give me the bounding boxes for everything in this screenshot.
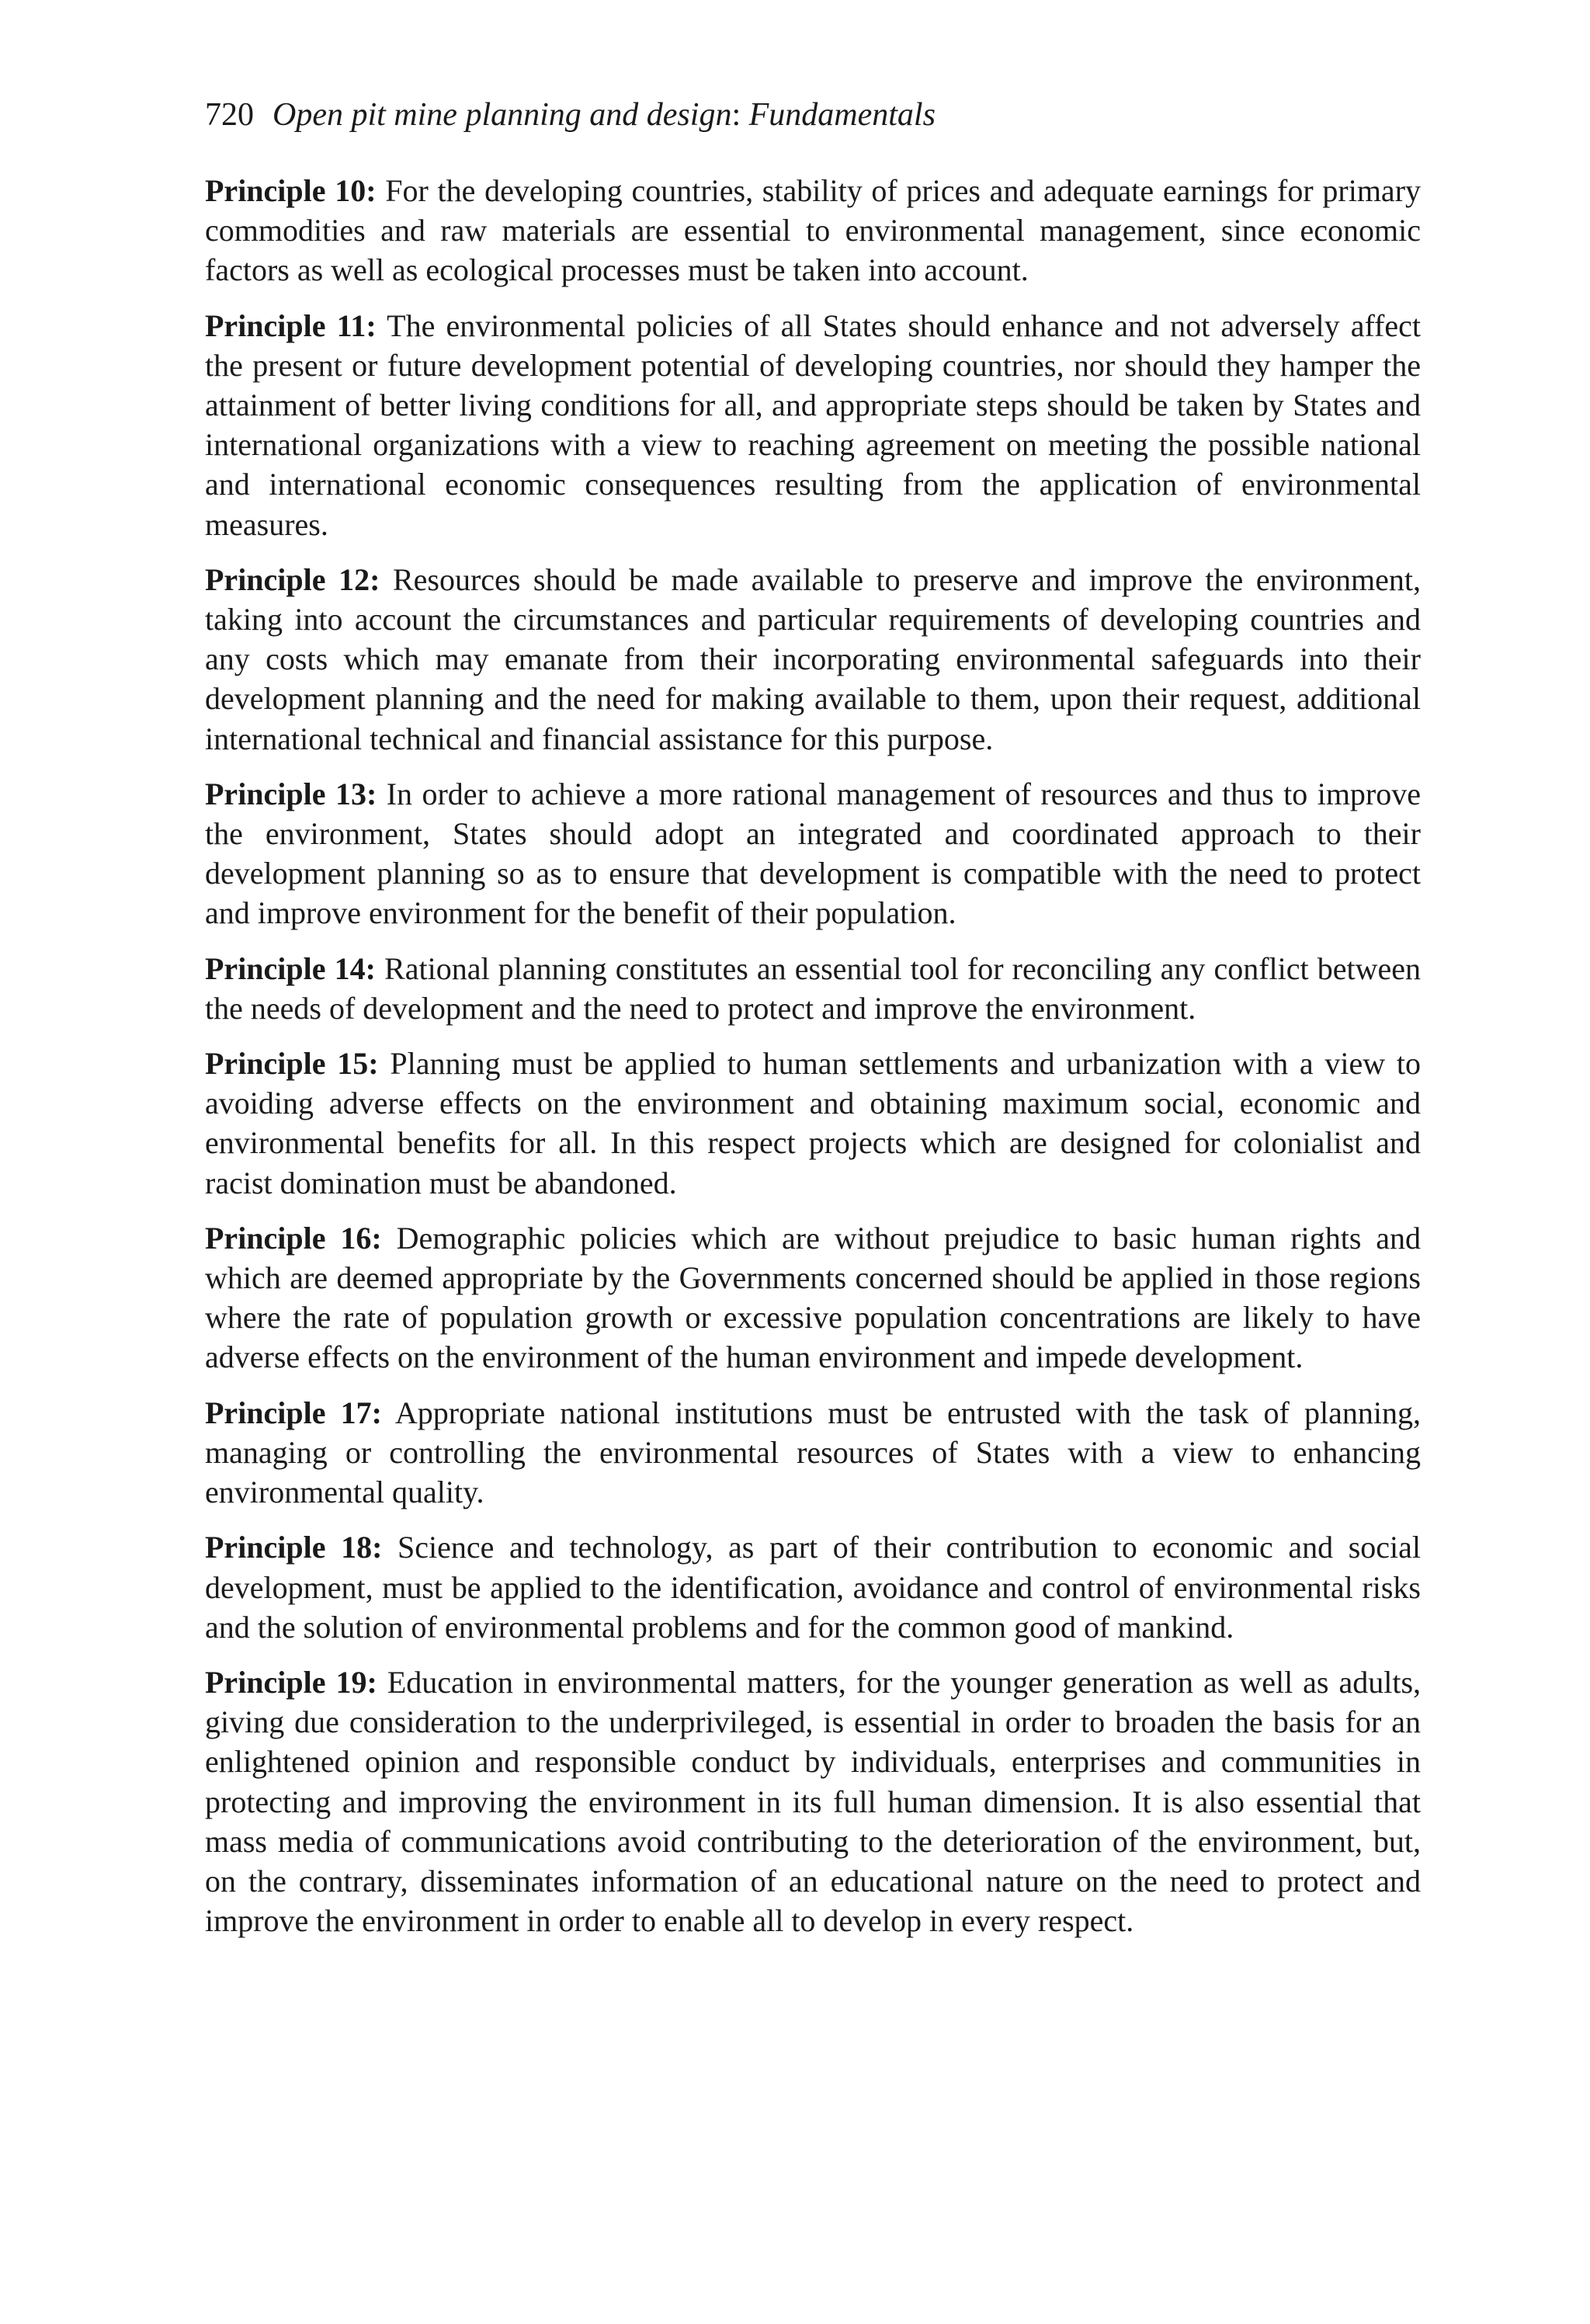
principle-label: Principle 11: [205,307,377,343]
principle-text: Demographic policies which are without prejudice to basic human rights and which are deemed appropriate by the Governments concerned should be applied in those regions where the rate of population growth or excessive population concentrations are likely to have adverse effects on the environment of the human environment and impede development. [205,1220,1422,1375]
principle-label: Principle 17: [205,1395,382,1430]
principle-19 [205,1662,1421,1940]
principle-17 [205,1393,1421,1513]
page-number: 720 [205,97,254,133]
title-separator: : [731,97,749,133]
principle-label: Principle 13: [205,776,377,811]
principle-label: Principle 12: [205,561,380,597]
principle-11 [205,306,1421,544]
principle-label: Principle 14: [205,950,376,986]
principle-text: Appropriate national institutions must be entrusted with the task of planning, managing or controlling the environmental resources of States with a view to enhancing environmental quality. [205,1395,1421,1510]
principle-text: For the developing countries, stability of prices and adequate earnings for primary commodities and raw materials are essential to environmental management, since economic factors as well as ecological processes must be taken into account. [205,173,1422,288]
principle-text: Education in environmental matters, for the younger generation as well as adults, giving due consideration to the underprivileged, is essential in order to broaden the basis for an enlightened opinion and responsible conduct by individuals, enterprises and communities in protecting and improving the environment in its full human dimension. It is also essential that mass media of communications avoid contributing to the deterioration of the environment, but, on the contrary, disseminates information of an educational nature on the need to protect and improve the environment in order to enable all to develop in every respect. [205,1664,1422,1939]
principle-13 [205,774,1421,933]
principle-label: Principle 15: [205,1046,379,1082]
principle-15 [205,1044,1421,1203]
principle-text: Science and technology, as part of their contribution to economic and social development, must be applied to the identification, avoidance and control of environmental risks and the solution of environmental problems and for the common good of mankind. [205,1530,1422,1645]
principle-text: In order to achieve a more rational management of resources and thus to improve the environment, States should adopt an integrated and coordinated approach to their development planning so as to ensure that development is compatible with the need to protect and improve environment for the benefit of their population. [205,776,1422,931]
principle-18 [205,1527,1421,1647]
principle-text: Rational planning constitutes an essential tool for reconciling any conflict between the needs of development and the need to protect and improve the environment. [205,950,1421,1026]
principle-12 [205,560,1421,759]
principle-label: Principle 10: [205,173,377,208]
book-subtitle: Fundamentals [748,97,936,133]
principle-label: Principle 16: [205,1220,382,1256]
body-text [205,171,1421,1956]
principle-10 [205,171,1421,290]
principle-label: Principle 19: [205,1664,377,1700]
principle-text: Resources should be made available to preserve and improve the environment, taking into account the circumstances and particular requirements of developing countries and any costs which may emanate from their incorporating environmental safeguards into their development planning and the need for making available to them, upon their request, additional international technical and financial assistance for this purpose. [205,561,1421,756]
book-title: Open pit mine planning and design [273,97,732,133]
principle-text: The environmental policies of all States should enhance and not adversely affect the present or future development potential of developing countries, nor should they hamper the attainment of better living conditions for all, and appropriate steps should be taken by States and international organizations with a view to reaching agreement on meeting the possible national and international economic consequences resulting from the application of environmental measures. [205,307,1422,542]
principle-label: Principle 18: [205,1530,383,1565]
principle-text: Planning must be applied to human settlements and urbanization with a view to avoiding adverse effects on the environment and obtaining maximum social, economic and environmental benefits for all. In this respect projects which are designed for colonialist and racist domination must be abandoned. [205,1046,1421,1200]
principle-14 [205,949,1421,1028]
running-head [205,92,936,138]
principle-16 [205,1218,1421,1377]
